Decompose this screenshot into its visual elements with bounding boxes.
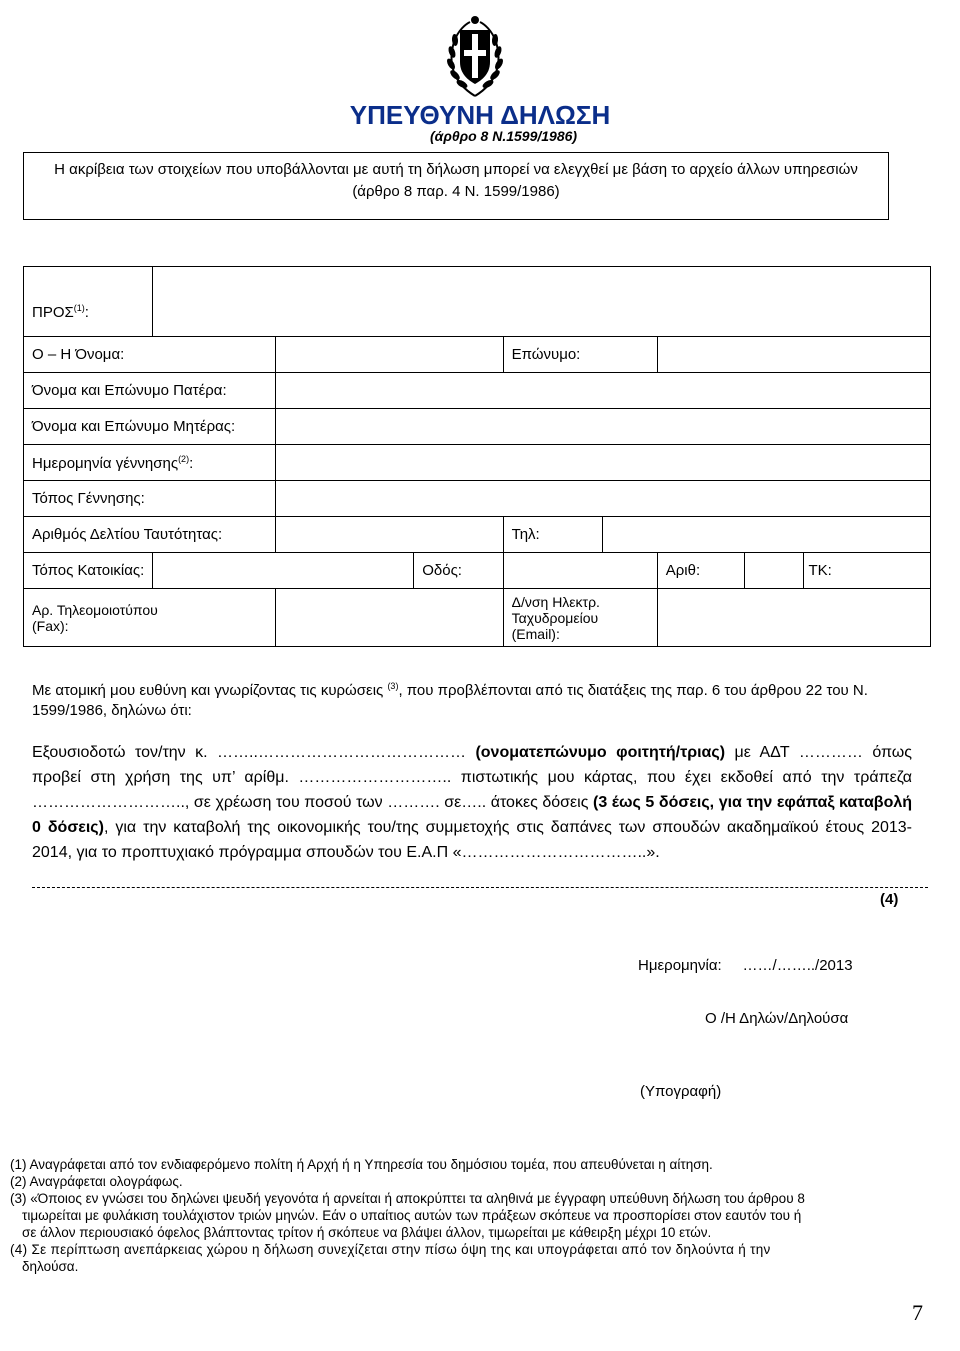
footnote-3b: τιμωρείται με φυλάκιση τουλάχιστον τριών μηνών. Εάν ο υπαίτιος αυτών των πράξεων σκόπευε να προσπορίσει στον εαυτόν του ή: [22, 1208, 802, 1223]
phone-field[interactable]: [603, 517, 931, 553]
email-label-line2: Ταχυδρομείου: [511, 609, 599, 626]
name-field[interactable]: [276, 337, 503, 373]
street-field[interactable]: [503, 553, 657, 589]
phone-label: Τηλ:: [503, 517, 603, 553]
surname-label: Επώνυμο:: [503, 337, 657, 373]
date-value: ……/……../2013: [742, 957, 853, 974]
pros-sup: (1): [73, 302, 85, 313]
notice-line-2: (άρθρο 8 παρ. 4 Ν. 1599/1986): [352, 183, 560, 200]
body-text-4: (3 έως 5 δόσεις, για την εφάπαξ καταβολή 0 δόσεις): [32, 794, 913, 836]
notice-line-1: Η ακρίβεια των στοιχείων που υποβάλλονται με αυτή τη δήλωση μπορεί να ελεγχθεί με βάση το αρχείο άλλων υπηρεσιών: [54, 161, 858, 178]
date-line: [638, 957, 853, 974]
street-label: Οδός:: [414, 553, 503, 589]
accuracy-notice: [23, 152, 889, 220]
number-label: Αριθ:: [657, 553, 744, 589]
fax-label-line1: Αρ. Τηλεομοιοτύπου: [32, 601, 158, 618]
date-label: Ημερομηνία:: [638, 957, 722, 974]
fax-label: [24, 589, 276, 647]
number-field[interactable]: [745, 553, 804, 589]
email-field[interactable]: [657, 589, 930, 647]
signature-label: (Υπογραφή): [640, 1083, 722, 1100]
mother-label: Όνομα και Επώνυμο Μητέρας:: [24, 409, 276, 445]
personal-details-form: [23, 266, 931, 647]
document-title: ΥΠΕΥΘΥΝΗ ΔΗΛΩΣΗ: [349, 100, 611, 130]
birthplace-label: Τόπος Γέννησης:: [24, 481, 276, 517]
surname-field[interactable]: [657, 337, 930, 373]
name-label: Ο – Η Όνομα:: [24, 337, 276, 373]
footnote-3a: (3) «Όποιος εν γνώσει του δηλώνει ψευδή γεγονότα ή αρνείται ή αποκρύπτει τα αληθινά με έγγραφη υπεύθυνη δήλωση του άρθρου 8: [10, 1191, 805, 1206]
footnote-4b: δηλούσα.: [22, 1259, 79, 1274]
postal-label: ΤΚ:: [804, 553, 931, 589]
intro-text-a: Με ατομική μου ευθύνη και γνωρίζοντας τις κυρώσεις: [32, 682, 388, 699]
father-label: Όνομα και Επώνυμο Πατέρα:: [24, 373, 276, 409]
footnotes: [10, 1156, 940, 1275]
declaration-body: [32, 740, 912, 865]
greek-emblem-icon: [440, 12, 510, 100]
birthplace-field[interactable]: [276, 481, 931, 517]
email-label: [503, 589, 657, 647]
mother-field[interactable]: [276, 409, 931, 445]
dotted-divider: [32, 887, 928, 888]
footnote-2: (2) Αναγράφεται ολογράφως.: [10, 1174, 183, 1189]
id-number-label: Αριθμός Δελτίου Ταυτότητας:: [24, 517, 276, 553]
fax-field[interactable]: [276, 589, 503, 647]
footnote-3c: σε άλλον περιουσιακό όφελος βλάπτοντας τρίτον ή σκόπευε να βλάψει άλλον, τιμωρείται με κάθειρξη μέχρι 10 ετών.: [22, 1225, 712, 1240]
birthdate-label-cell: Ημερομηνία γέννησης$^{(2)}$:: [24, 445, 276, 481]
birthdate-label: Ημερομηνία γέννησης: [32, 454, 179, 472]
body-text-1: Εξουσιοδοτώ τον/την κ. ……..…………………………………: [32, 744, 476, 761]
footnote-4a: (4) Σε περίπτωση ανεπάρκειας χώρου η δήλωση συνεχίζεται στην πίσω όψη της και υπογράφεται από τον δηλούντα ή την: [10, 1242, 771, 1257]
footnote-1: (1) Αναγράφεται από τον ενδιαφερόμενο πολίτη ή Αρχή ή η Υπηρεσία του δημόσιου τομέα, που απευθύνεται η αίτηση.: [10, 1157, 713, 1172]
email-label-line1: Δ/νση Ηλεκτρ.: [511, 593, 600, 610]
birthdate-sup: (2): [178, 453, 190, 464]
id-number-field[interactable]: [276, 517, 503, 553]
pros-label: ΠΡΟΣ: [32, 303, 74, 321]
intro-sup: (3): [387, 681, 399, 691]
fax-label-line2: (Fax):: [32, 617, 69, 634]
page-number: 7: [912, 1300, 923, 1325]
pros-label-cell: ΠΡΟΣ$^{(1)}$:: [24, 267, 153, 337]
email-label-line3: (Email):: [511, 625, 560, 642]
intro-text-b: , που προβλέπονται από τις διατάξεις της παρ. 6 του άρθρου 22 του Ν. 1599/1986, δηλώνω ότι:: [32, 682, 868, 719]
body-text-3: με ΑΔΤ ………… όπως προβεί στη χρήση της υπ’ αρίθμ. ……………………….. πιστωτικής μου κάρτας, που έχει εκδοθεί από την τράπεζα ……………………….., σε χρέωση του ποσού των ………. σε….. άτοκες δόσεις: [32, 744, 913, 811]
body-text-2: (ονοματεπώνυμο φοιτητή/τριας): [475, 744, 726, 761]
declaration-intro: [32, 676, 912, 721]
body-text-5: , για την καταβολή της οικονομικής του/της συμμετοχής στις δαπάνες των σπουδών ακαδημαϊκού έτους 2013-2014, για το προπτυχιακό πρόγραμμα σπουδών του Ε.Α.Π «……………………………..».: [32, 819, 913, 861]
father-field[interactable]: [276, 373, 931, 409]
pros-field[interactable]: [153, 267, 931, 337]
note-reference: (4): [880, 891, 899, 908]
residence-label: Τόπος Κατοικίας:: [24, 553, 153, 589]
declarer-label: Ο /Η Δηλών/Δηλούσα: [705, 1010, 849, 1027]
birthdate-field[interactable]: [276, 445, 931, 481]
document-subtitle: (άρθρο 8 Ν.1599/1986): [430, 128, 578, 144]
residence-field[interactable]: [153, 553, 414, 589]
